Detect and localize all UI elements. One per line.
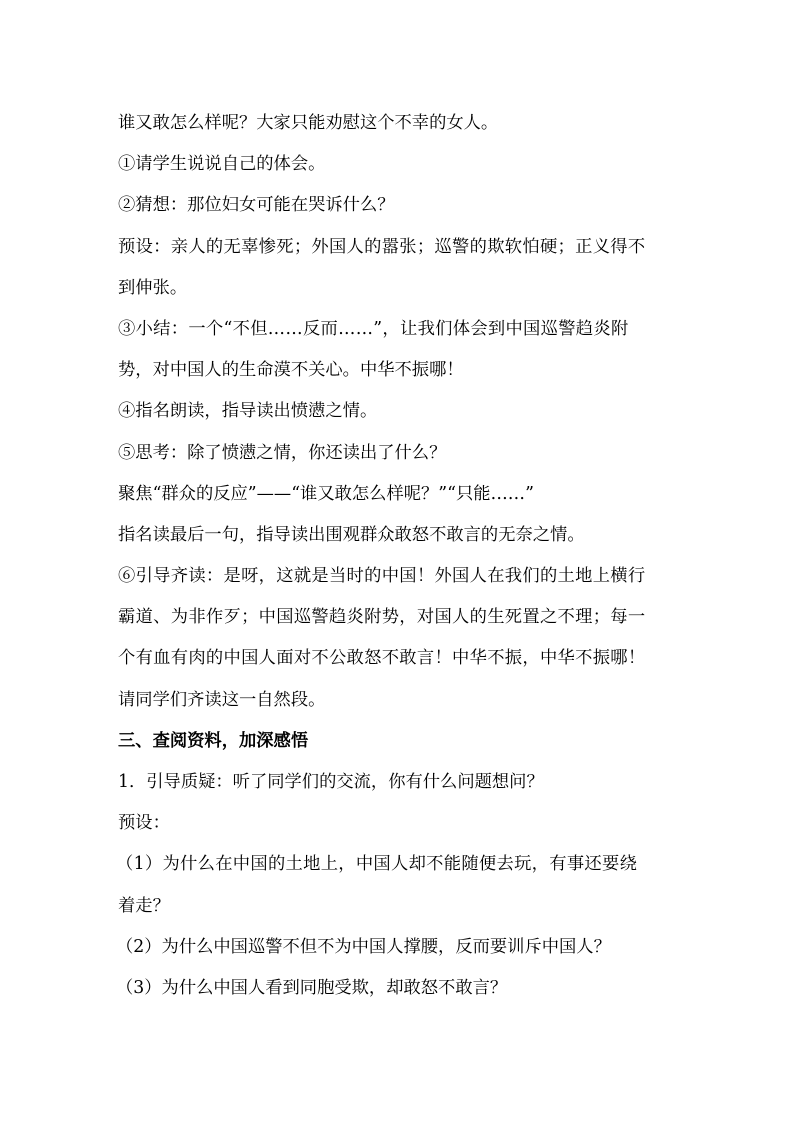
preset-answer-line: 预设：亲人的无辜惨死；外国人的嚣张；巡警的欺软怕硬；正义得不: [118, 236, 646, 257]
section-heading: 三、查阅资料，加深感悟: [118, 730, 309, 751]
numbered-step-4: ④指名朗读，指导读出愤懑之情。: [118, 401, 378, 422]
numbered-step-6-continuation: 请同学们齐读这一自然段。: [118, 689, 326, 710]
numbered-step-5: ⑤思考：除了愤懑之情，你还读出了什么？: [118, 442, 447, 463]
focus-line: 聚焦“群众的反应”——“谁又敢怎么样呢？”“只能……”: [118, 483, 534, 504]
preset-question-1-continuation: 着走？: [118, 895, 170, 916]
numbered-step-2: ②猜想：那位妇女可能在哭诉什么？: [118, 195, 395, 216]
preset-question-3: （3）为什么中国人看到同胞受欺，却敢怒不敢言？: [116, 977, 508, 998]
reading-instruction: 指名读最后一句，指导读出围观群众敢怒不敢言的无奈之情。: [118, 524, 585, 545]
numbered-step-6: ⑥引导齐读：是呀，这就是当时的中国！外国人在我们的土地上横行: [118, 566, 646, 587]
paragraph-line: 谁又敢怎么样呢？大家只能劝慰这个不幸的女人。: [118, 113, 499, 133]
numbered-step-3: ③小结：一个“不但……反而……”，让我们体会到中国巡警趋炎附: [118, 318, 629, 339]
preset-answer-continuation: 到伸张。: [118, 277, 188, 298]
preset-label: 预设：: [118, 813, 170, 834]
question-prompt: 1．引导质疑：听了同学们的交流，你有什么问题想问？: [118, 772, 544, 792]
preset-question-2: （2）为什么中国巡警不但不为中国人撑腰，反而要训斥中国人？: [116, 936, 611, 957]
numbered-step-1: ①请学生说说自己的体会。: [118, 154, 326, 175]
preset-question-1: （1）为什么在中国的土地上，中国人却不能随便去玩，有事还要绕: [116, 854, 638, 875]
numbered-step-3-continuation: 势，对中国人的生命漠不关心。中华不振哪！: [118, 360, 464, 381]
numbered-step-6-continuation: 个有血有肉的中国人面对不公敢怒不敢言！中华不振，中华不振哪！: [118, 648, 646, 669]
numbered-step-6-continuation: 霸道、为非作歹；中国巡警趋炎附势，对国人的生死置之不理；每一: [118, 607, 646, 628]
document-body: [118, 103, 680, 1009]
